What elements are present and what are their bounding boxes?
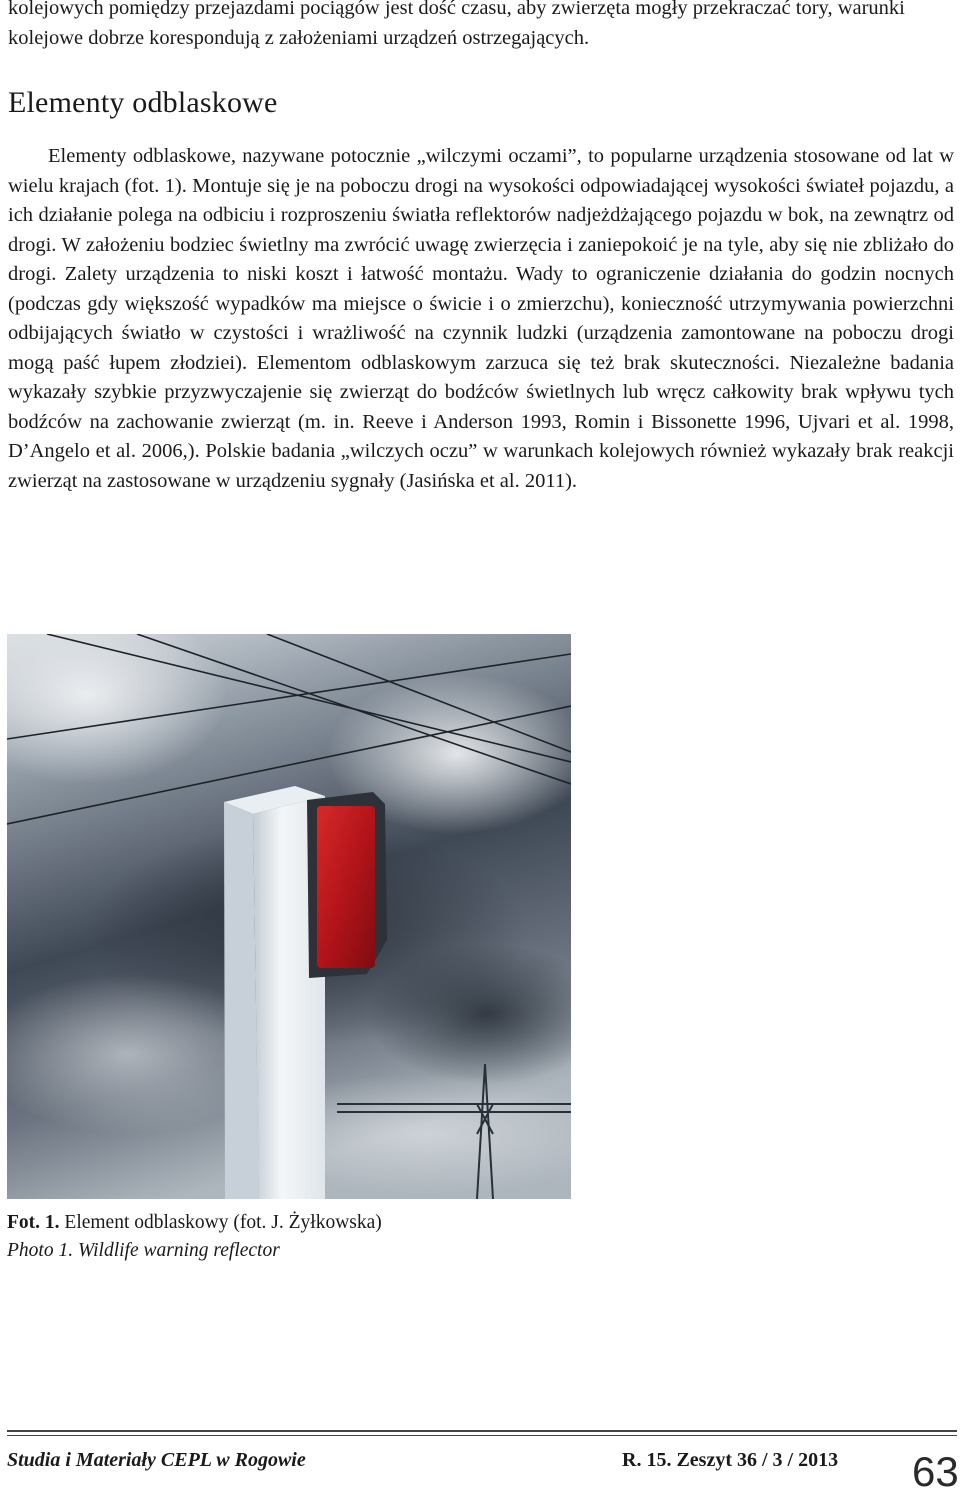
page-number: 63: [912, 1448, 959, 1495]
caption-polish: Element odblaskowy (fot. J. Żyłkowska): [59, 1212, 382, 1233]
footer-rule: [7, 1430, 957, 1432]
journal-name: Studia i Materiały CEPL w Rogowie: [7, 1449, 306, 1471]
figure-caption-english: Photo 1. Wildlife warning reflector: [7, 1240, 280, 1261]
issue-info: R. 15. Zeszyt 36 / 3 / 2013: [622, 1449, 839, 1471]
section-heading: Elementy odblaskowe: [8, 86, 278, 119]
reflector-red: [317, 806, 375, 968]
footer-rule-thin: [7, 1435, 957, 1436]
reflector-photo: [7, 634, 571, 1199]
paragraph-main: Elementy odblaskowe, nazywane potocznie „wilczymi oczami”, to popularne urządzenia stosowane od lat w wielu krajach (fot. 1). Montuje się je na poboczu drogi na wysokości odpowiadającej wysokości świateł pojazdu, a ich działanie polega na odbiciu i rozproszeniu światła reflektorów nadjeżdżającego pojazdu w bok, na zewnątrz od drogi. W założeniu bodziec świetlny ma zwrócić uwagę zwierzęcia i zaniepokoić je na tyle, aby się nie zbliżało do drogi. Zalety urządzenia to niski koszt i łatwość montażu. Wady to ograniczenie działania do godzin nocnych (podczas gdy większość wypadków ma miejsce o świcie i o zmierzchu), konieczność utrzymywania powierzchni odbijających światło w czystości i wrażliwość na czynnik ludzki (urządzenia zamontowane na poboczu drogi mogą paść łupem złodziei). Elementom odblaskowym zarzuca się też brak skuteczności. Niezależne badania wykazały szybkie przyzwyczajenie się zwierząt do bodźców świetlnych lub wręcz całkowity brak wpływu tych bodźców na zachowanie zwierząt (m. in. Reeve i Anderson 1993, Romin i Bissonette 1996, Ujvari et al. 1998, D’Angelo et al. 2006,). Polskie badania „wilczych oczu” w warunkach kolejowych również wykazały brak reakcji zwierząt na zastosowane w urządzeniu sygnały (Jasińska et al. 2011).: [8, 145, 954, 492]
paragraph-continued: kolejowych pomiędzy przejazdami pociągów jest dość czasu, aby zwierzęta mogły przekraczać tory, warunki kolejowe dobrze korespondują z założeniami urządzeń ostrzegających.: [8, 0, 905, 49]
caption-label: Fot. 1.: [7, 1212, 60, 1233]
figure-caption: [7, 1209, 382, 1237]
